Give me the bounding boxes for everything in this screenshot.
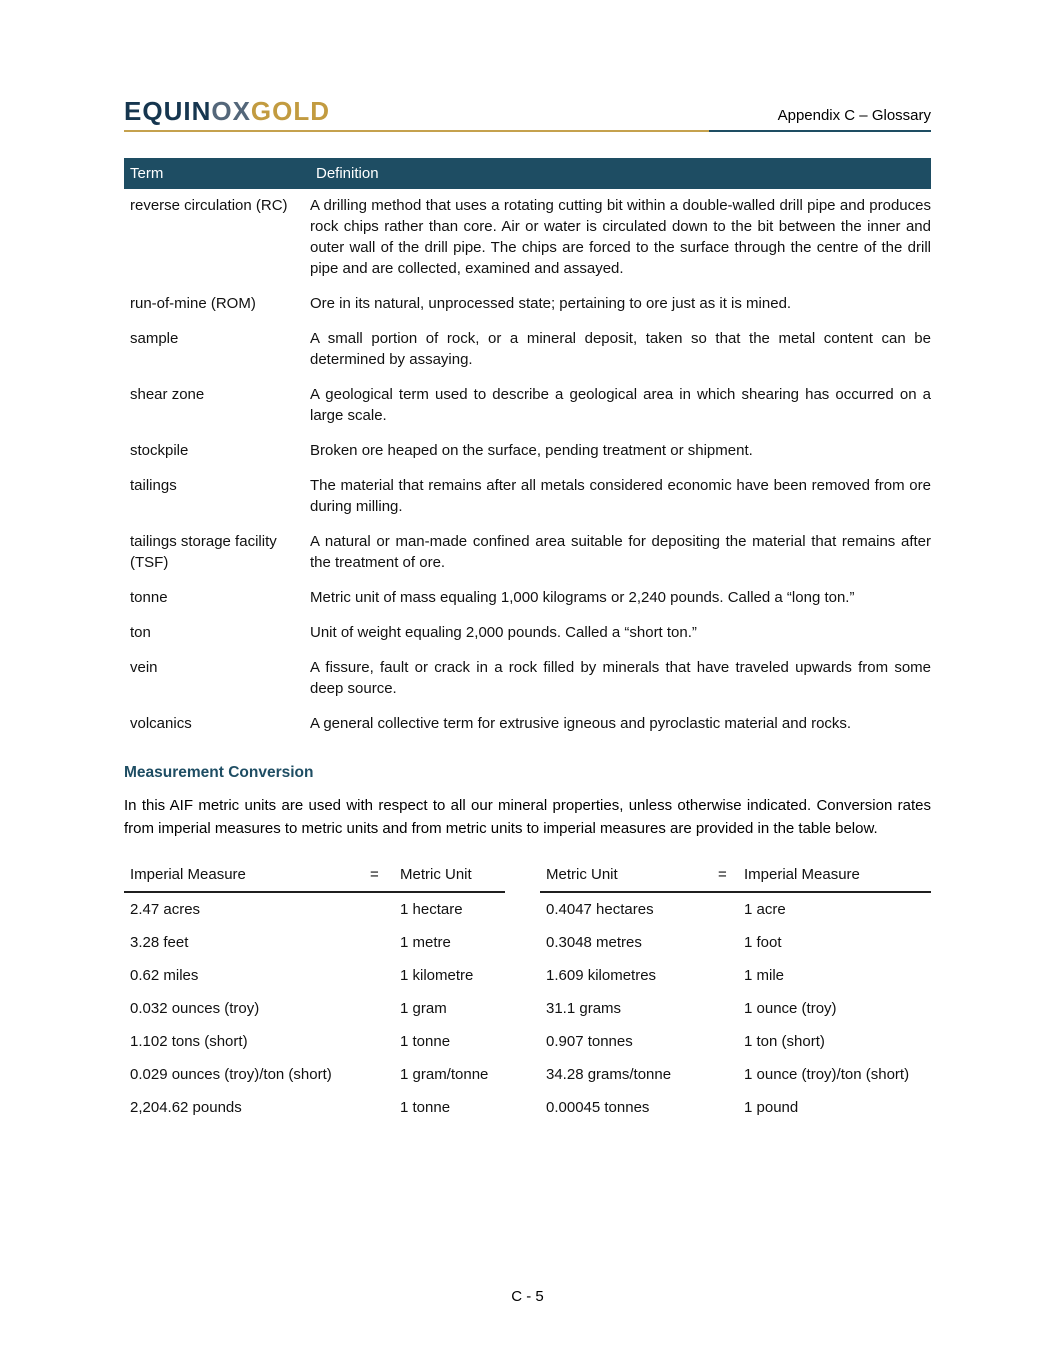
glossary-definition: Ore in its natural, unprocessed state; pertaining to ore just as it is mined. [310,295,792,312]
table-row [124,287,931,322]
imperial-value: 1 acre [744,901,786,918]
metric-value: 1 tonne [400,1033,451,1050]
table-row [124,1058,505,1091]
metric-value: 0.907 tonnes [546,1033,633,1050]
metric-value: 0.00045 tonnes [546,1099,650,1116]
conv-left-header-imperial: Imperial Measure [124,866,364,892]
imperial-to-metric-body [124,892,505,1124]
table-row [540,926,931,959]
table-row [540,1058,931,1091]
metric-value: 34.28 grams/tonne [546,1066,672,1083]
table-row [540,1025,931,1058]
imperial-value: 2,204.62 pounds [130,1099,242,1116]
glossary-header-row [124,158,931,189]
glossary-term: vein [130,659,158,676]
glossary-term: tailings storage facility (TSF) [130,533,277,571]
imperial-value: 1 pound [744,1099,799,1116]
equals-cell [712,992,738,1025]
glossary-header-definition: Definition [310,158,931,189]
equals-cell [364,892,394,926]
metric-to-imperial-body [540,892,931,1124]
equals-cell [364,992,394,1025]
glossary-term: tonne [130,589,168,606]
table-row [540,1091,931,1124]
imperial-value: 0.62 miles [130,967,199,984]
conversion-intro-paragraph: In this AIF metric units are used with respect to all our mineral properties, unless otherwise indicated. Conversion rates from imperial measures to metric units and from metric units to imperial measures are provided in the table below. [124,797,931,837]
conv-right-header-metric: Metric Unit [540,866,712,892]
metric-value: 0.4047 hectares [546,901,654,918]
imperial-value: 1 foot [744,934,782,951]
glossary-definition: A fissure, fault or crack in a rock filled by minerals that have traveled upwards from some deep source. [310,659,931,697]
imperial-value: 1 mile [744,967,785,984]
equals-cell [364,926,394,959]
glossary-term: reverse circulation (RC) [130,197,288,214]
equals-cell [712,1058,738,1091]
imperial-value: 0.029 ounces (troy)/ton (short) [130,1066,332,1083]
equinox-gold-logo [124,98,330,130]
glossary-definition: The material that remains after all metals considered economic have been removed from ore during milling. [310,477,931,515]
glossary-definition: A geological term used to describe a geological area in which shearing has occurred on a large scale. [310,386,931,424]
appendix-label: Appendix C – Glossary [777,107,931,124]
table-row [124,189,931,287]
table-row [124,581,931,616]
table-row [124,651,931,707]
metric-value: 1 tonne [400,1099,451,1116]
equals-cell [712,1025,738,1058]
table-row [124,525,931,581]
imperial-value: 3.28 feet [130,934,189,951]
metric-value: 0.3048 metres [546,934,642,951]
equals-cell [712,959,738,992]
glossary-definition: A small portion of rock, or a mineral deposit, taken so that the metal content can be determined by assaying. [310,330,931,368]
glossary-definition: A general collective term for extrusive igneous and pyroclastic material and rocks. [310,715,852,732]
metric-value: 1 gram/tonne [400,1066,489,1083]
conv-left-header-row [124,866,505,892]
header-divider [124,130,931,132]
table-row [540,959,931,992]
equals-cell [364,1091,394,1124]
table-row [124,959,505,992]
page-header [124,98,931,130]
logo-text-gold: GOLD [250,96,331,126]
glossary-table [124,158,931,742]
conversion-tables [124,866,931,1124]
table-row [124,892,505,926]
table-row [124,469,931,525]
conv-right-header-imperial: Imperial Measure [738,866,931,892]
table-row [124,926,505,959]
table-row [124,1025,505,1058]
glossary-definition: Metric unit of mass equaling 1,000 kilograms or 2,240 pounds. Called a “long ton.” [310,589,855,606]
glossary-term: tailings [130,477,177,494]
imperial-value: 1 ton (short) [744,1033,825,1050]
glossary-definition: A drilling method that uses a rotating cutting bit within a double-walled drill pipe and produces rock chips rather than core. Air or water is circulated down to the bit between the inner and outer wall of the drill pipe. The chips are forced to the surface through the centre of the drill pipe and are collected, examined and assayed. [310,197,931,277]
table-row [540,892,931,926]
metric-value: 1 hectare [400,901,463,918]
conv-left-header-equals: = [364,866,394,892]
metric-value: 1.609 kilometres [546,967,657,984]
glossary-term: run-of-mine (ROM) [130,295,256,312]
metric-value: 31.1 grams [546,1000,622,1017]
equals-cell [364,1058,394,1091]
metric-value: 1 gram [400,1000,447,1017]
logo-text-ox: OX [211,96,251,126]
conv-right-header-row [540,866,931,892]
equals-cell [364,1025,394,1058]
measurement-conversion-heading: Measurement Conversion [124,764,314,781]
conv-left-header-metric: Metric Unit [394,866,505,892]
table-row [124,378,931,434]
header-divider-gold [124,130,709,132]
table-row [540,992,931,1025]
glossary-definition: A natural or man-made confined area suitable for depositing the material that remains after the treatment of ore. [310,533,931,571]
header-divider-navy [709,130,931,132]
imperial-value: 1.102 tons (short) [130,1033,248,1050]
page-number: C - 5 [511,1288,544,1305]
glossary-term: ton [130,624,151,641]
table-row [124,992,505,1025]
glossary-table-body [124,189,931,742]
logo-text-equin: EQUIN [124,96,212,126]
glossary-term: stockpile [130,442,189,459]
equals-cell [712,1091,738,1124]
table-row [124,1091,505,1124]
glossary-term: volcanics [130,715,192,732]
equals-cell [712,926,738,959]
conv-right-header-equals: = [712,866,738,892]
metric-value: 1 metre [400,934,451,951]
table-row [124,616,931,651]
imperial-value: 1 ounce (troy)/ton (short) [744,1066,910,1083]
table-row [124,434,931,469]
table-row [124,322,931,378]
table-row [124,707,931,742]
metric-value: 1 kilometre [400,967,474,984]
glossary-header-term: Term [124,158,310,189]
glossary-term: shear zone [130,386,205,403]
imperial-to-metric-table [124,866,505,1124]
glossary-definition: Unit of weight equaling 2,000 pounds. Called a “short ton.” [310,624,697,641]
imperial-value: 2.47 acres [130,901,201,918]
equals-cell [364,959,394,992]
equals-cell [712,892,738,926]
imperial-value: 0.032 ounces (troy) [130,1000,260,1017]
metric-to-imperial-table [540,866,931,1124]
glossary-term: sample [130,330,179,347]
imperial-value: 1 ounce (troy) [744,1000,837,1017]
glossary-definition: Broken ore heaped on the surface, pending treatment or shipment. [310,442,753,459]
